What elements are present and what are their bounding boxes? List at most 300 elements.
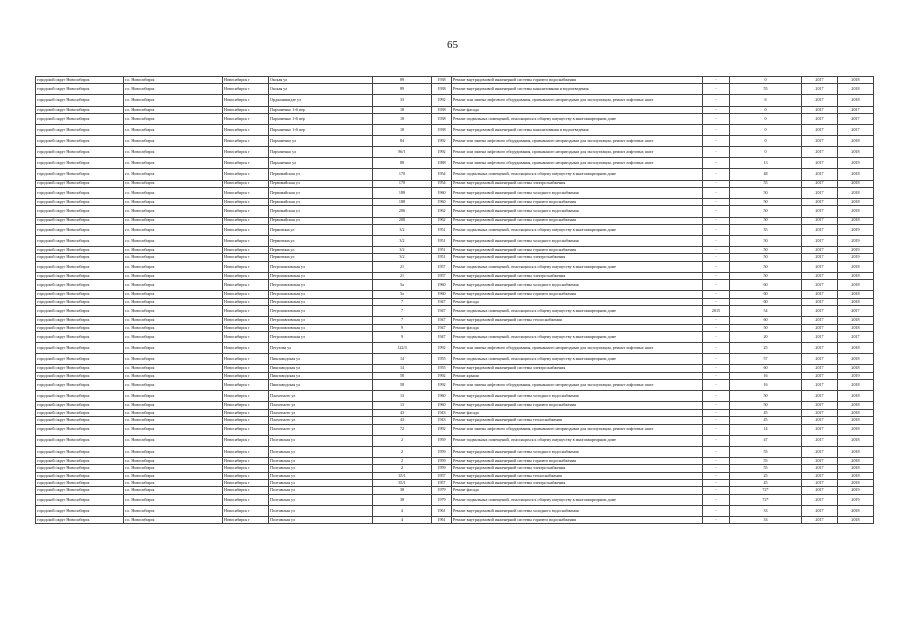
table-row	[36, 291, 874, 298]
year-built-cell: 1992	[432, 95, 452, 106]
city-cell: Новосибирск г	[223, 84, 269, 95]
work-type-cell: Ремонт внутридомовой инженерной системы горячего водоснабжения	[452, 457, 703, 464]
plan-start-year-cell: 2017	[802, 272, 838, 279]
settlement-cell: г.о. Новосибирск	[124, 224, 223, 235]
plan-end-year-cell: 2019	[838, 224, 874, 235]
settlement-cell: г.о. Новосибирск	[124, 84, 223, 95]
prev-repair-year-cell: -	[703, 516, 730, 523]
settlement-cell: г.о. Новосибирск	[124, 306, 223, 317]
settlement-cell: г.о. Новосибирск	[124, 435, 223, 446]
house-number-cell: 86/1	[373, 147, 432, 158]
wear-percent-cell: 55	[730, 84, 802, 95]
year-built-cell: 1962	[432, 217, 452, 224]
work-type-cell: Ремонт внутридомовой инженерной системы холодного водоснабжения	[452, 187, 703, 198]
wear-percent-cell: 50	[730, 272, 802, 279]
prev-repair-year-cell: -	[703, 235, 730, 246]
year-built-cell: 1959	[432, 446, 452, 457]
street-cell: Плахотного ул	[269, 424, 373, 435]
wear-percent-cell: 20	[730, 332, 802, 343]
municipality-cell: городской округ Новосибирск	[36, 247, 124, 254]
work-type-cell: Ремонт внутридомовой инженерной системы электроснабжения	[452, 465, 703, 472]
year-built-cell: 1957	[432, 261, 452, 272]
table-row	[36, 247, 874, 254]
settlement-cell: г.о. Новосибирск	[124, 516, 223, 523]
house-number-cell: 7	[373, 298, 432, 305]
table-row	[36, 365, 874, 372]
settlement-cell: г.о. Новосибирск	[124, 402, 223, 409]
settlement-cell: г.о. Новосибирск	[124, 113, 223, 124]
municipality-cell: городской округ Новосибирск	[36, 224, 124, 235]
table-row	[36, 391, 874, 402]
table-row	[36, 354, 874, 365]
work-type-cell: Ремонт фасада	[452, 324, 703, 331]
year-built-cell: 1951	[432, 247, 452, 254]
prev-repair-year-cell: 2015	[703, 306, 730, 317]
street-cell: Пермитина ул	[269, 235, 373, 246]
house-number-cell: 89	[373, 84, 432, 95]
city-cell: Новосибирск г	[223, 424, 269, 435]
plan-start-year-cell: 2017	[802, 247, 838, 254]
municipality-cell: городской округ Новосибирск	[36, 324, 124, 331]
plan-start-year-cell: 2017	[802, 424, 838, 435]
plan-end-year-cell: 2018	[838, 457, 874, 464]
plan-end-year-cell: 2018	[838, 291, 874, 298]
wear-percent-cell: 0	[730, 147, 802, 158]
prev-repair-year-cell: -	[703, 180, 730, 187]
municipality-cell: городской округ Новосибирск	[36, 380, 124, 391]
municipality-cell: городской округ Новосибирск	[36, 235, 124, 246]
wear-percent-cell: 55	[730, 180, 802, 187]
municipality-cell: городской округ Новосибирск	[36, 372, 124, 379]
plan-end-year-cell: 2018	[838, 409, 874, 416]
city-cell: Новосибирск г	[223, 247, 269, 254]
city-cell: Новосибирск г	[223, 261, 269, 272]
year-built-cell: 1951	[432, 235, 452, 246]
street-cell: Полтавская ул	[269, 479, 373, 486]
plan-start-year-cell: 2017	[802, 298, 838, 305]
prev-repair-year-cell: -	[703, 391, 730, 402]
house-number-cell: 18	[373, 113, 432, 124]
wear-percent-cell: 16	[730, 380, 802, 391]
street-cell: Полтавская ул	[269, 487, 373, 494]
street-cell: Плахотного ул	[269, 417, 373, 424]
plan-end-year-cell: 2018	[838, 402, 874, 409]
work-type-cell: Ремонт или замена лифтового оборудования, признанного непригодным для эксплуатации, ремонт лифтовых шахт	[452, 158, 703, 169]
capital-repair-table	[35, 76, 874, 524]
municipality-cell: городской округ Новосибирск	[36, 424, 124, 435]
plan-end-year-cell: 2018	[838, 298, 874, 305]
prev-repair-year-cell: -	[703, 95, 730, 106]
year-built-cell: 1947	[432, 332, 452, 343]
settlement-cell: г.о. Новосибирск	[124, 187, 223, 198]
table-body	[36, 77, 874, 524]
plan-start-year-cell: 2017	[802, 235, 838, 246]
settlement-cell: г.о. Новосибирск	[124, 487, 223, 494]
plan-start-year-cell: 2017	[802, 291, 838, 298]
plan-start-year-cell: 2017	[802, 224, 838, 235]
municipality-cell: городской округ Новосибирск	[36, 435, 124, 446]
house-number-cell: 72	[373, 424, 432, 435]
prev-repair-year-cell: -	[703, 505, 730, 516]
house-number-cell: 33	[373, 95, 432, 106]
table-row	[36, 402, 874, 409]
municipality-cell: городской округ Новосибирск	[36, 187, 124, 198]
plan-start-year-cell: 2017	[802, 206, 838, 217]
plan-start-year-cell: 2017	[802, 217, 838, 224]
street-cell: Пархоменко 1-й пер	[269, 125, 373, 136]
plan-end-year-cell: 2017	[838, 332, 874, 343]
plan-end-year-cell: 2019	[838, 372, 874, 379]
table-row	[36, 95, 874, 106]
table-row	[36, 409, 874, 416]
house-number-cell: 89	[373, 77, 432, 84]
settlement-cell: г.о. Новосибирск	[124, 479, 223, 486]
street-cell: Пархоменко 1-й пер	[269, 106, 373, 113]
house-number-cell: 14	[373, 354, 432, 365]
municipality-cell: городской округ Новосибирск	[36, 95, 124, 106]
city-cell: Новосибирск г	[223, 365, 269, 372]
settlement-cell: г.о. Новосибирск	[124, 372, 223, 379]
year-built-cell: 1960	[432, 391, 452, 402]
wear-percent-cell: 0	[730, 106, 802, 113]
municipality-cell: городской округ Новосибирск	[36, 113, 124, 124]
prev-repair-year-cell: -	[703, 324, 730, 331]
street-cell: Петропавловская ул	[269, 332, 373, 343]
house-number-cell: 2	[373, 457, 432, 464]
wear-percent-cell: 72*	[730, 494, 802, 505]
settlement-cell: г.о. Новосибирск	[124, 235, 223, 246]
year-built-cell: 1959	[432, 457, 452, 464]
work-type-cell: Ремонт подвальных помещений, относящихся к общему имуществу в многоквартирном доме	[452, 169, 703, 180]
table-row	[36, 324, 874, 331]
wear-percent-cell: 33	[730, 516, 802, 523]
work-type-cell: Ремонт внутридомовой инженерной системы теплоснабжения	[452, 472, 703, 479]
year-built-cell: 1954	[432, 169, 452, 180]
prev-repair-year-cell: -	[703, 261, 730, 272]
city-cell: Новосибирск г	[223, 298, 269, 305]
settlement-cell: г.о. Новосибирск	[124, 291, 223, 298]
plan-end-year-cell: 2019	[838, 247, 874, 254]
year-built-cell: 1955	[432, 354, 452, 365]
work-type-cell: Ремонт или замена лифтового оборудования, признанного непригодным для эксплуатации, ремонт лифтовых шахт	[452, 147, 703, 158]
plan-end-year-cell: 2018	[838, 84, 874, 95]
street-cell: Пишзаводская ул	[269, 354, 373, 365]
table-row	[36, 487, 874, 494]
house-number-cell: 43	[373, 417, 432, 424]
plan-end-year-cell: 2018	[838, 424, 874, 435]
work-type-cell: Ремонт внутридомовой инженерной системы электроснабжения	[452, 272, 703, 279]
prev-repair-year-cell: -	[703, 169, 730, 180]
plan-start-year-cell: 2017	[802, 136, 838, 147]
street-cell: Полтавская ул	[269, 457, 373, 464]
plan-end-year-cell: 2018	[838, 324, 874, 331]
city-cell: Новосибирск г	[223, 217, 269, 224]
street-cell: Пишзаводская ул	[269, 380, 373, 391]
street-cell: Окская ул	[269, 77, 373, 84]
prev-repair-year-cell: -	[703, 298, 730, 305]
wear-percent-cell: 33	[730, 505, 802, 516]
city-cell: Новосибирск г	[223, 158, 269, 169]
table-row	[36, 187, 874, 198]
plan-start-year-cell: 2017	[802, 158, 838, 169]
year-built-cell: 1951	[432, 254, 452, 261]
work-type-cell: Ремонт или замена лифтового оборудования, признанного непригодным для эксплуатации, ремонт лифтовых шахт	[452, 424, 703, 435]
prev-repair-year-cell: -	[703, 365, 730, 372]
plan-start-year-cell: 2017	[802, 280, 838, 291]
municipality-cell: городской округ Новосибирск	[36, 169, 124, 180]
city-cell: Новосибирск г	[223, 272, 269, 279]
settlement-cell: г.о. Новосибирск	[124, 494, 223, 505]
settlement-cell: г.о. Новосибирск	[124, 457, 223, 464]
municipality-cell: городской округ Новосибирск	[36, 343, 124, 354]
year-built-cell: 1938	[432, 113, 452, 124]
wear-percent-cell: 50	[730, 324, 802, 331]
prev-repair-year-cell: -	[703, 354, 730, 365]
municipality-cell: городской округ Новосибирск	[36, 354, 124, 365]
plan-end-year-cell: 2018	[838, 187, 874, 198]
city-cell: Новосибирск г	[223, 317, 269, 324]
city-cell: Новосибирск г	[223, 95, 269, 106]
settlement-cell: г.о. Новосибирск	[124, 261, 223, 272]
city-cell: Новосибирск г	[223, 343, 269, 354]
municipality-cell: городской округ Новосибирск	[36, 391, 124, 402]
wear-percent-cell: 50	[730, 206, 802, 217]
municipality-cell: городской округ Новосибирск	[36, 457, 124, 464]
plan-end-year-cell: 2018	[838, 479, 874, 486]
plan-start-year-cell: 2017	[802, 409, 838, 416]
table-row	[36, 494, 874, 505]
year-built-cell: 1962	[432, 206, 452, 217]
city-cell: Новосибирск г	[223, 180, 269, 187]
work-type-cell: Ремонт внутридомовой инженерной системы холодного водоснабжения	[452, 235, 703, 246]
plan-start-year-cell: 2017	[802, 516, 838, 523]
year-built-cell: 1992	[432, 372, 452, 379]
settlement-cell: г.о. Новосибирск	[124, 354, 223, 365]
city-cell: Новосибирск г	[223, 372, 269, 379]
work-type-cell: Ремонт внутридомовой инженерной системы холодного водоснабжения	[452, 505, 703, 516]
prev-repair-year-cell: -	[703, 125, 730, 136]
work-type-cell: Ремонт подвальных помещений, относящихся к общему имуществу в многоквартирном доме	[452, 435, 703, 446]
house-number-cell: 35/1	[373, 472, 432, 479]
street-cell: Первомайская ул	[269, 199, 373, 206]
work-type-cell: Ремонт внутридомовой инженерной системы горячего водоснабжения	[452, 291, 703, 298]
city-cell: Новосибирск г	[223, 224, 269, 235]
work-type-cell: Ремонт фасада	[452, 409, 703, 416]
house-number-cell: 3/2	[373, 254, 432, 261]
city-cell: Новосибирск г	[223, 465, 269, 472]
plan-start-year-cell: 2017	[802, 317, 838, 324]
city-cell: Новосибирск г	[223, 487, 269, 494]
house-number-cell: 21	[373, 261, 432, 272]
work-type-cell: Ремонт внутридомовой инженерной системы теплоснабжения	[452, 417, 703, 424]
work-type-cell: Ремонт фасада	[452, 106, 703, 113]
year-built-cell: 1947	[432, 324, 452, 331]
prev-repair-year-cell: -	[703, 136, 730, 147]
city-cell: Новосибирск г	[223, 472, 269, 479]
table-row	[36, 84, 874, 95]
plan-end-year-cell: 2018	[838, 435, 874, 446]
plan-end-year-cell: 2018	[838, 380, 874, 391]
street-cell: Петропавловская ул	[269, 261, 373, 272]
house-number-cell: 84	[373, 136, 432, 147]
prev-repair-year-cell: -	[703, 317, 730, 324]
plan-end-year-cell: 2018	[838, 136, 874, 147]
work-type-cell: Ремонт или замена лифтового оборудования, признанного непригодным для эксплуатации, ремонт лифтовых шахт	[452, 380, 703, 391]
table-row	[36, 199, 874, 206]
house-number-cell: 4	[373, 516, 432, 523]
street-cell: Пермитина ул	[269, 224, 373, 235]
plan-start-year-cell: 2017	[802, 77, 838, 84]
year-built-cell: 1961	[432, 516, 452, 523]
plan-start-year-cell: 2017	[802, 254, 838, 261]
settlement-cell: г.о. Новосибирск	[124, 465, 223, 472]
house-number-cell: 21	[373, 272, 432, 279]
municipality-cell: городской округ Новосибирск	[36, 402, 124, 409]
city-cell: Новосибирск г	[223, 380, 269, 391]
work-type-cell: Ремонт внутридомовой инженерной системы холодного водоснабжения	[452, 391, 703, 402]
settlement-cell: г.о. Новосибирск	[124, 298, 223, 305]
work-type-cell: Ремонт фасада	[452, 487, 703, 494]
city-cell: Новосибирск г	[223, 494, 269, 505]
year-built-cell: 1951	[432, 224, 452, 235]
plan-start-year-cell: 2017	[802, 180, 838, 187]
plan-end-year-cell: 2019	[838, 494, 874, 505]
street-cell: Полтавская ул	[269, 505, 373, 516]
prev-repair-year-cell: -	[703, 446, 730, 457]
work-type-cell: Ремонт внутридомовой инженерной системы горячего водоснабжения	[452, 199, 703, 206]
street-cell: Петропавловская ул	[269, 298, 373, 305]
plan-start-year-cell: 2017	[802, 306, 838, 317]
table-row	[36, 516, 874, 523]
plan-end-year-cell: 2018	[838, 465, 874, 472]
city-cell: Новосибирск г	[223, 136, 269, 147]
work-type-cell: Ремонт внутридомовой инженерной системы электроснабжения	[452, 254, 703, 261]
plan-start-year-cell: 2017	[802, 147, 838, 158]
plan-end-year-cell: 2018	[838, 199, 874, 206]
city-cell: Новосибирск г	[223, 324, 269, 331]
municipality-cell: городской округ Новосибирск	[36, 280, 124, 291]
prev-repair-year-cell: -	[703, 113, 730, 124]
settlement-cell: г.о. Новосибирск	[124, 125, 223, 136]
table-row	[36, 343, 874, 354]
table-row	[36, 235, 874, 246]
settlement-cell: г.о. Новосибирск	[124, 247, 223, 254]
settlement-cell: г.о. Новосибирск	[124, 106, 223, 113]
house-number-cell: 38	[373, 494, 432, 505]
municipality-cell: городской округ Новосибирск	[36, 158, 124, 169]
settlement-cell: г.о. Новосибирск	[124, 505, 223, 516]
table-row	[36, 424, 874, 435]
wear-percent-cell: 72*	[730, 487, 802, 494]
wear-percent-cell: 16	[730, 372, 802, 379]
plan-start-year-cell: 2017	[802, 402, 838, 409]
wear-percent-cell: 60	[730, 317, 802, 324]
street-cell: Полтавская ул	[269, 435, 373, 446]
work-type-cell: Ремонт внутридомовой инженерной системы холодного водоснабжения	[452, 446, 703, 457]
wear-percent-cell: 35	[730, 224, 802, 235]
plan-end-year-cell: 2017	[838, 125, 874, 136]
prev-repair-year-cell: -	[703, 280, 730, 291]
prev-repair-year-cell: -	[703, 487, 730, 494]
street-cell: Первомайская ул	[269, 169, 373, 180]
street-cell: Плахотного ул	[269, 409, 373, 416]
year-built-cell: 1960	[432, 199, 452, 206]
street-cell: Пархоменко ул	[269, 147, 373, 158]
table-row	[36, 272, 874, 279]
street-cell: Первомайская ул	[269, 180, 373, 187]
wear-percent-cell: 50	[730, 402, 802, 409]
work-type-cell: Ремонт внутридомовой инженерной системы горячего водоснабжения	[452, 402, 703, 409]
city-cell: Новосибирск г	[223, 332, 269, 343]
house-number-cell: 170	[373, 169, 432, 180]
settlement-cell: г.о. Новосибирск	[124, 136, 223, 147]
city-cell: Новосибирск г	[223, 147, 269, 158]
plan-end-year-cell: 2018	[838, 391, 874, 402]
year-built-cell: 1959	[432, 465, 452, 472]
wear-percent-cell: 50	[730, 199, 802, 206]
work-type-cell: Ремонт крыши	[452, 372, 703, 379]
plan-start-year-cell: 2017	[802, 332, 838, 343]
street-cell: Первомайская ул	[269, 206, 373, 217]
house-number-cell: 58	[373, 380, 432, 391]
street-cell: Пермитина ул	[269, 247, 373, 254]
plan-start-year-cell: 2017	[802, 84, 838, 95]
house-number-cell: 2	[373, 465, 432, 472]
prev-repair-year-cell: -	[703, 158, 730, 169]
plan-end-year-cell: 2018	[838, 77, 874, 84]
settlement-cell: г.о. Новосибирск	[124, 417, 223, 424]
house-number-cell: 58	[373, 372, 432, 379]
plan-end-year-cell: 2018	[838, 505, 874, 516]
settlement-cell: г.о. Новосибирск	[124, 280, 223, 291]
year-built-cell: 1959	[432, 435, 452, 446]
plan-end-year-cell: 2018	[838, 206, 874, 217]
table-row	[36, 224, 874, 235]
wear-percent-cell: 25	[730, 343, 802, 354]
year-built-cell: 1938	[432, 84, 452, 95]
house-number-cell: 13	[373, 402, 432, 409]
work-type-cell: Ремонт внутридомовой инженерной системы горячего водоснабжения	[452, 247, 703, 254]
plan-end-year-cell: 2018	[838, 180, 874, 187]
prev-repair-year-cell: -	[703, 247, 730, 254]
prev-repair-year-cell: -	[703, 479, 730, 486]
prev-repair-year-cell: -	[703, 187, 730, 198]
year-built-cell: 1960	[432, 291, 452, 298]
settlement-cell: г.о. Новосибирск	[124, 158, 223, 169]
city-cell: Новосибирск г	[223, 446, 269, 457]
street-cell: Полтавская ул	[269, 494, 373, 505]
plan-start-year-cell: 2017	[802, 417, 838, 424]
year-built-cell: 1960	[432, 402, 452, 409]
wear-percent-cell: 57	[730, 354, 802, 365]
prev-repair-year-cell: -	[703, 380, 730, 391]
wear-percent-cell: 45	[730, 479, 802, 486]
city-cell: Новосибирск г	[223, 280, 269, 291]
street-cell: Петропавловская ул	[269, 280, 373, 291]
city-cell: Новосибирск г	[223, 402, 269, 409]
work-type-cell: Ремонт внутридомовой инженерной системы канализования и водоотведения	[452, 125, 703, 136]
plan-start-year-cell: 2017	[802, 113, 838, 124]
house-number-cell: 43	[373, 409, 432, 416]
work-type-cell: Ремонт подвальных помещений, относящихся к общему имуществу в многоквартирном доме	[452, 224, 703, 235]
table-row	[36, 280, 874, 291]
plan-start-year-cell: 2017	[802, 479, 838, 486]
settlement-cell: г.о. Новосибирск	[124, 317, 223, 324]
prev-repair-year-cell: -	[703, 77, 730, 84]
city-cell: Новосибирск г	[223, 435, 269, 446]
year-built-cell: 1957	[432, 272, 452, 279]
wear-percent-cell: 50	[730, 261, 802, 272]
